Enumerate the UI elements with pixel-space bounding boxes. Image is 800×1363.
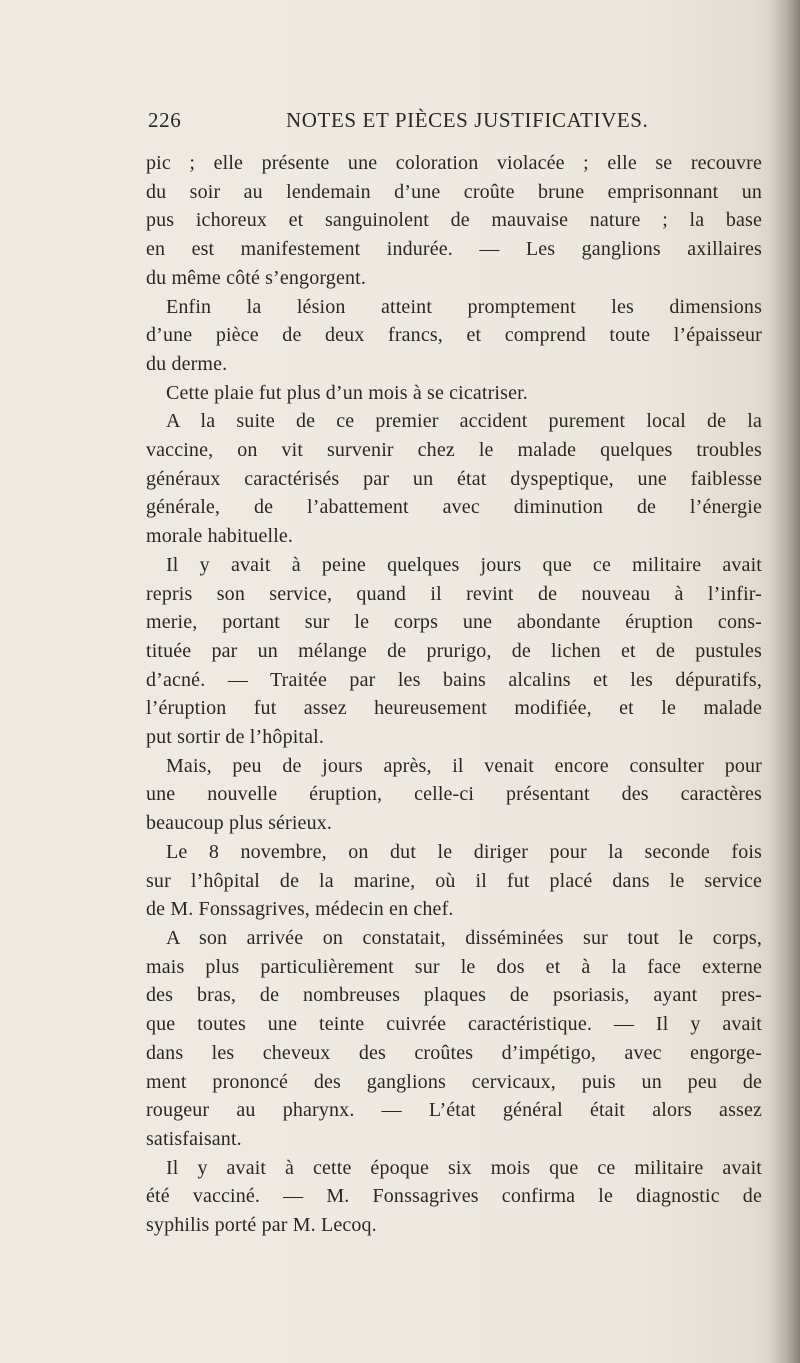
- text-line: syphilis porté par M. Lecoq.: [146, 1214, 377, 1237]
- text-line: générale, de l’abattement avec diminution de l’énergie: [146, 496, 762, 519]
- text-line: vaccine, on vit survenir chez le malade quelques troubles: [146, 439, 762, 462]
- text-line: Enfin la lésion atteint promptement les dimensions: [166, 295, 762, 318]
- text-line: que toutes une teinte cuivrée caractéristique. — Il y avait: [146, 1013, 762, 1036]
- page-number: 226: [148, 108, 182, 132]
- text-line: pus ichoreux et sanguinolent de mauvaise nature ; la base: [146, 209, 762, 232]
- text-line: A la suite de ce premier accident purement local de la: [166, 410, 762, 433]
- text-line: été vacciné. — M. Fonssagrives confirma le diagnostic de: [146, 1185, 762, 1208]
- text-line: du soir au lendemain d’une croûte brune emprisonnant un: [146, 180, 762, 203]
- text-line: morale habituelle.: [146, 525, 294, 548]
- text-line: tituée par un mélange de prurigo, de lichen et de pustules: [146, 639, 762, 662]
- text-line: du derme.: [146, 352, 228, 375]
- text-line: dans les cheveux des croûtes d’impétigo, avec engorge-: [146, 1041, 762, 1064]
- text-line: Il y avait à peine quelques jours que ce militaire avait: [166, 553, 762, 576]
- text-line: d’acné. — Traitée par les bains alcalins et les dépuratifs,: [146, 668, 762, 691]
- text-line: A son arrivée on constatait, disséminées sur tout le corps,: [166, 926, 762, 949]
- text-line: Le 8 novembre, on dut le diriger pour la seconde fois: [166, 840, 762, 863]
- text-line: pic ; elle présente une coloration violacée ; elle se recouvre: [146, 152, 762, 174]
- text-line: repris son service, quand il revint de nouveau à l’infir-: [146, 582, 762, 605]
- text-line: Mais, peu de jours après, il venait encore consulter pour: [166, 754, 762, 777]
- text-line: Cette plaie fut plus d’un mois à se cicatriser.: [166, 381, 528, 404]
- text-line: rougeur au pharynx. — L’état général était alors assez: [146, 1099, 762, 1122]
- text-line: des bras, de nombreuses plaques de psoriasis, ayant pres-: [146, 984, 762, 1007]
- text-line: beaucoup plus sérieux.: [146, 812, 333, 835]
- text-line: en est manifestement indurée. — Les ganglions axillaires: [146, 238, 762, 261]
- text-line: ment prononcé des ganglions cervicaux, puis un peu de: [146, 1070, 762, 1093]
- text-line: de M. Fonssagrives, médecin en chef.: [146, 898, 454, 921]
- text-line: Il y avait à cette époque six mois que ce militaire avait: [166, 1156, 762, 1179]
- page-spine-shadow: [770, 0, 800, 1363]
- text-line: sur l’hôpital de la marine, où il fut placé dans le service: [146, 869, 762, 892]
- text-line: mais plus particulièrement sur le dos et à la face externe: [146, 955, 762, 978]
- running-title: NOTES ET PIÈCES JUSTIFICATIVES.: [286, 108, 649, 132]
- text-line: l’éruption fut assez heureusement modifiée, et le malade: [146, 697, 762, 720]
- text-line: put sortir de l’hôpital.: [146, 726, 325, 749]
- text-line: généraux caractérisés par un état dyspeptique, une faiblesse: [146, 467, 762, 490]
- body-text: [146, 149, 762, 1240]
- text-line: d’une pièce de deux francs, et comprend toute l’épaisseur: [146, 324, 762, 347]
- text-line: merie, portant sur le corps une abondante éruption cons-: [146, 611, 762, 634]
- text-line: une nouvelle éruption, celle-ci présentant des caractères: [146, 783, 762, 806]
- page-header: [148, 108, 768, 133]
- text-line: du même côté s’engorgent.: [146, 266, 366, 289]
- text-line: satisfaisant.: [146, 1127, 242, 1150]
